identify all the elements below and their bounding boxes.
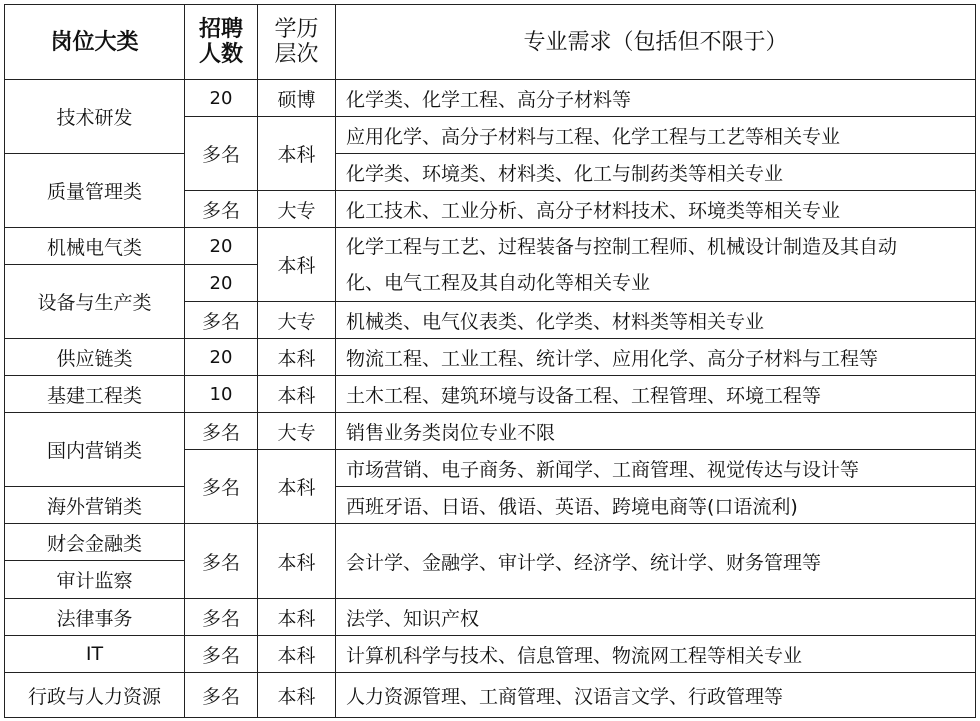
edu-cell: 本科 — [258, 450, 336, 524]
count-cell: 20 — [185, 80, 258, 117]
table-row — [5, 599, 976, 636]
category-finance: 财会金融类 — [5, 524, 184, 561]
header-count: 招聘 人数 — [185, 5, 258, 80]
table-row — [5, 524, 976, 599]
count-cell: 多名 — [185, 191, 258, 228]
header-education: 学历 层次 — [258, 5, 336, 80]
category-admin: 行政与人力资源 — [5, 673, 185, 718]
edu-cell: 大专 — [258, 191, 336, 228]
edu-cell: 本科 — [258, 117, 336, 191]
category-domestic: 国内营销类 — [5, 413, 185, 487]
category-finance-audit — [5, 524, 185, 599]
table-row — [5, 487, 976, 524]
major-cell: 人力资源管理、工商管理、汉语言文学、行政管理等 — [336, 673, 976, 718]
table-row — [5, 154, 976, 191]
major-cell: 法学、知识产权 — [336, 599, 976, 636]
major-cell: 物流工程、工业工程、统计学、应用化学、高分子材料与工程等 — [336, 339, 976, 376]
major-cell: 西班牙语、日语、俄语、英语、跨境电商等(口语流利) — [336, 487, 976, 524]
edu-cell: 大专 — [258, 413, 336, 450]
table-row — [5, 228, 976, 265]
category-tech: 技术研发 — [5, 80, 185, 154]
category-legal: 法律事务 — [5, 599, 185, 636]
category-equip: 设备与生产类 — [5, 265, 185, 339]
edu-cell: 本科 — [258, 673, 336, 718]
count-cell: 多名 — [185, 673, 258, 718]
table-row — [5, 413, 976, 450]
category-mech: 机械电气类 — [5, 228, 185, 265]
header-category: 岗位大类 — [5, 5, 185, 80]
recruitment-table — [4, 4, 976, 718]
major-cell: 销售业务类岗位专业不限 — [336, 413, 976, 450]
table-row — [5, 339, 976, 376]
edu-cell: 本科 — [258, 599, 336, 636]
count-cell: 多名 — [185, 413, 258, 450]
count-cell: 多名 — [185, 599, 258, 636]
category-infra: 基建工程类 — [5, 376, 185, 413]
major-cell: 计算机科学与技术、信息管理、物流网工程等相关专业 — [336, 636, 976, 673]
category-quality: 质量管理类 — [5, 154, 185, 228]
header-major: 专业需求（包括但不限于） — [336, 5, 976, 80]
table-row — [5, 376, 976, 413]
edu-cell: 本科 — [258, 376, 336, 413]
edu-cell: 本科 — [258, 636, 336, 673]
category-overseas: 海外营销类 — [5, 487, 185, 524]
count-cell: 多名 — [185, 524, 258, 599]
major-cell: 土木工程、建筑环境与设备工程、工程管理、环境工程等 — [336, 376, 976, 413]
count-cell: 多名 — [185, 450, 258, 524]
table-row — [5, 673, 976, 718]
count-cell: 20 — [185, 339, 258, 376]
count-cell: 多名 — [185, 302, 258, 339]
count-cell: 多名 — [185, 636, 258, 673]
major-cell: 化学类、化学工程、高分子材料等 — [336, 80, 976, 117]
header-row — [5, 5, 976, 80]
edu-cell: 大专 — [258, 302, 336, 339]
count-cell: 10 — [185, 376, 258, 413]
major-cell: 应用化学、高分子材料与工程、化学工程与工艺等相关专业 — [336, 117, 976, 154]
edu-cell: 本科 — [258, 339, 336, 376]
major-cell: 会计学、金融学、审计学、经济学、统计学、财务管理等 — [336, 524, 976, 599]
major-cell: 机械类、电气仪表类、化学类、材料类等相关专业 — [336, 302, 976, 339]
edu-cell: 本科 — [258, 228, 336, 302]
count-cell: 20 — [185, 228, 258, 265]
count-cell: 20 — [185, 265, 258, 302]
category-it: IT — [5, 636, 185, 673]
major-cell: 化学工程与工艺、过程装备与控制工程师、机械设计制造及其自动 化、电气工程及其自动化等相关专业 — [336, 228, 976, 302]
edu-cell: 硕博 — [258, 80, 336, 117]
edu-cell: 本科 — [258, 524, 336, 599]
major-cell: 化学类、环境类、材料类、化工与制药类等相关专业 — [336, 154, 976, 191]
table-row — [5, 80, 976, 117]
category-audit: 审计监察 — [56, 570, 133, 592]
category-supply: 供应链类 — [5, 339, 185, 376]
major-cell: 化工技术、工业分析、高分子材料技术、环境类等相关专业 — [336, 191, 976, 228]
table-row — [5, 636, 976, 673]
major-cell: 市场营销、电子商务、新闻学、工商管理、视觉传达与设计等 — [336, 450, 976, 487]
count-cell: 多名 — [185, 117, 258, 191]
